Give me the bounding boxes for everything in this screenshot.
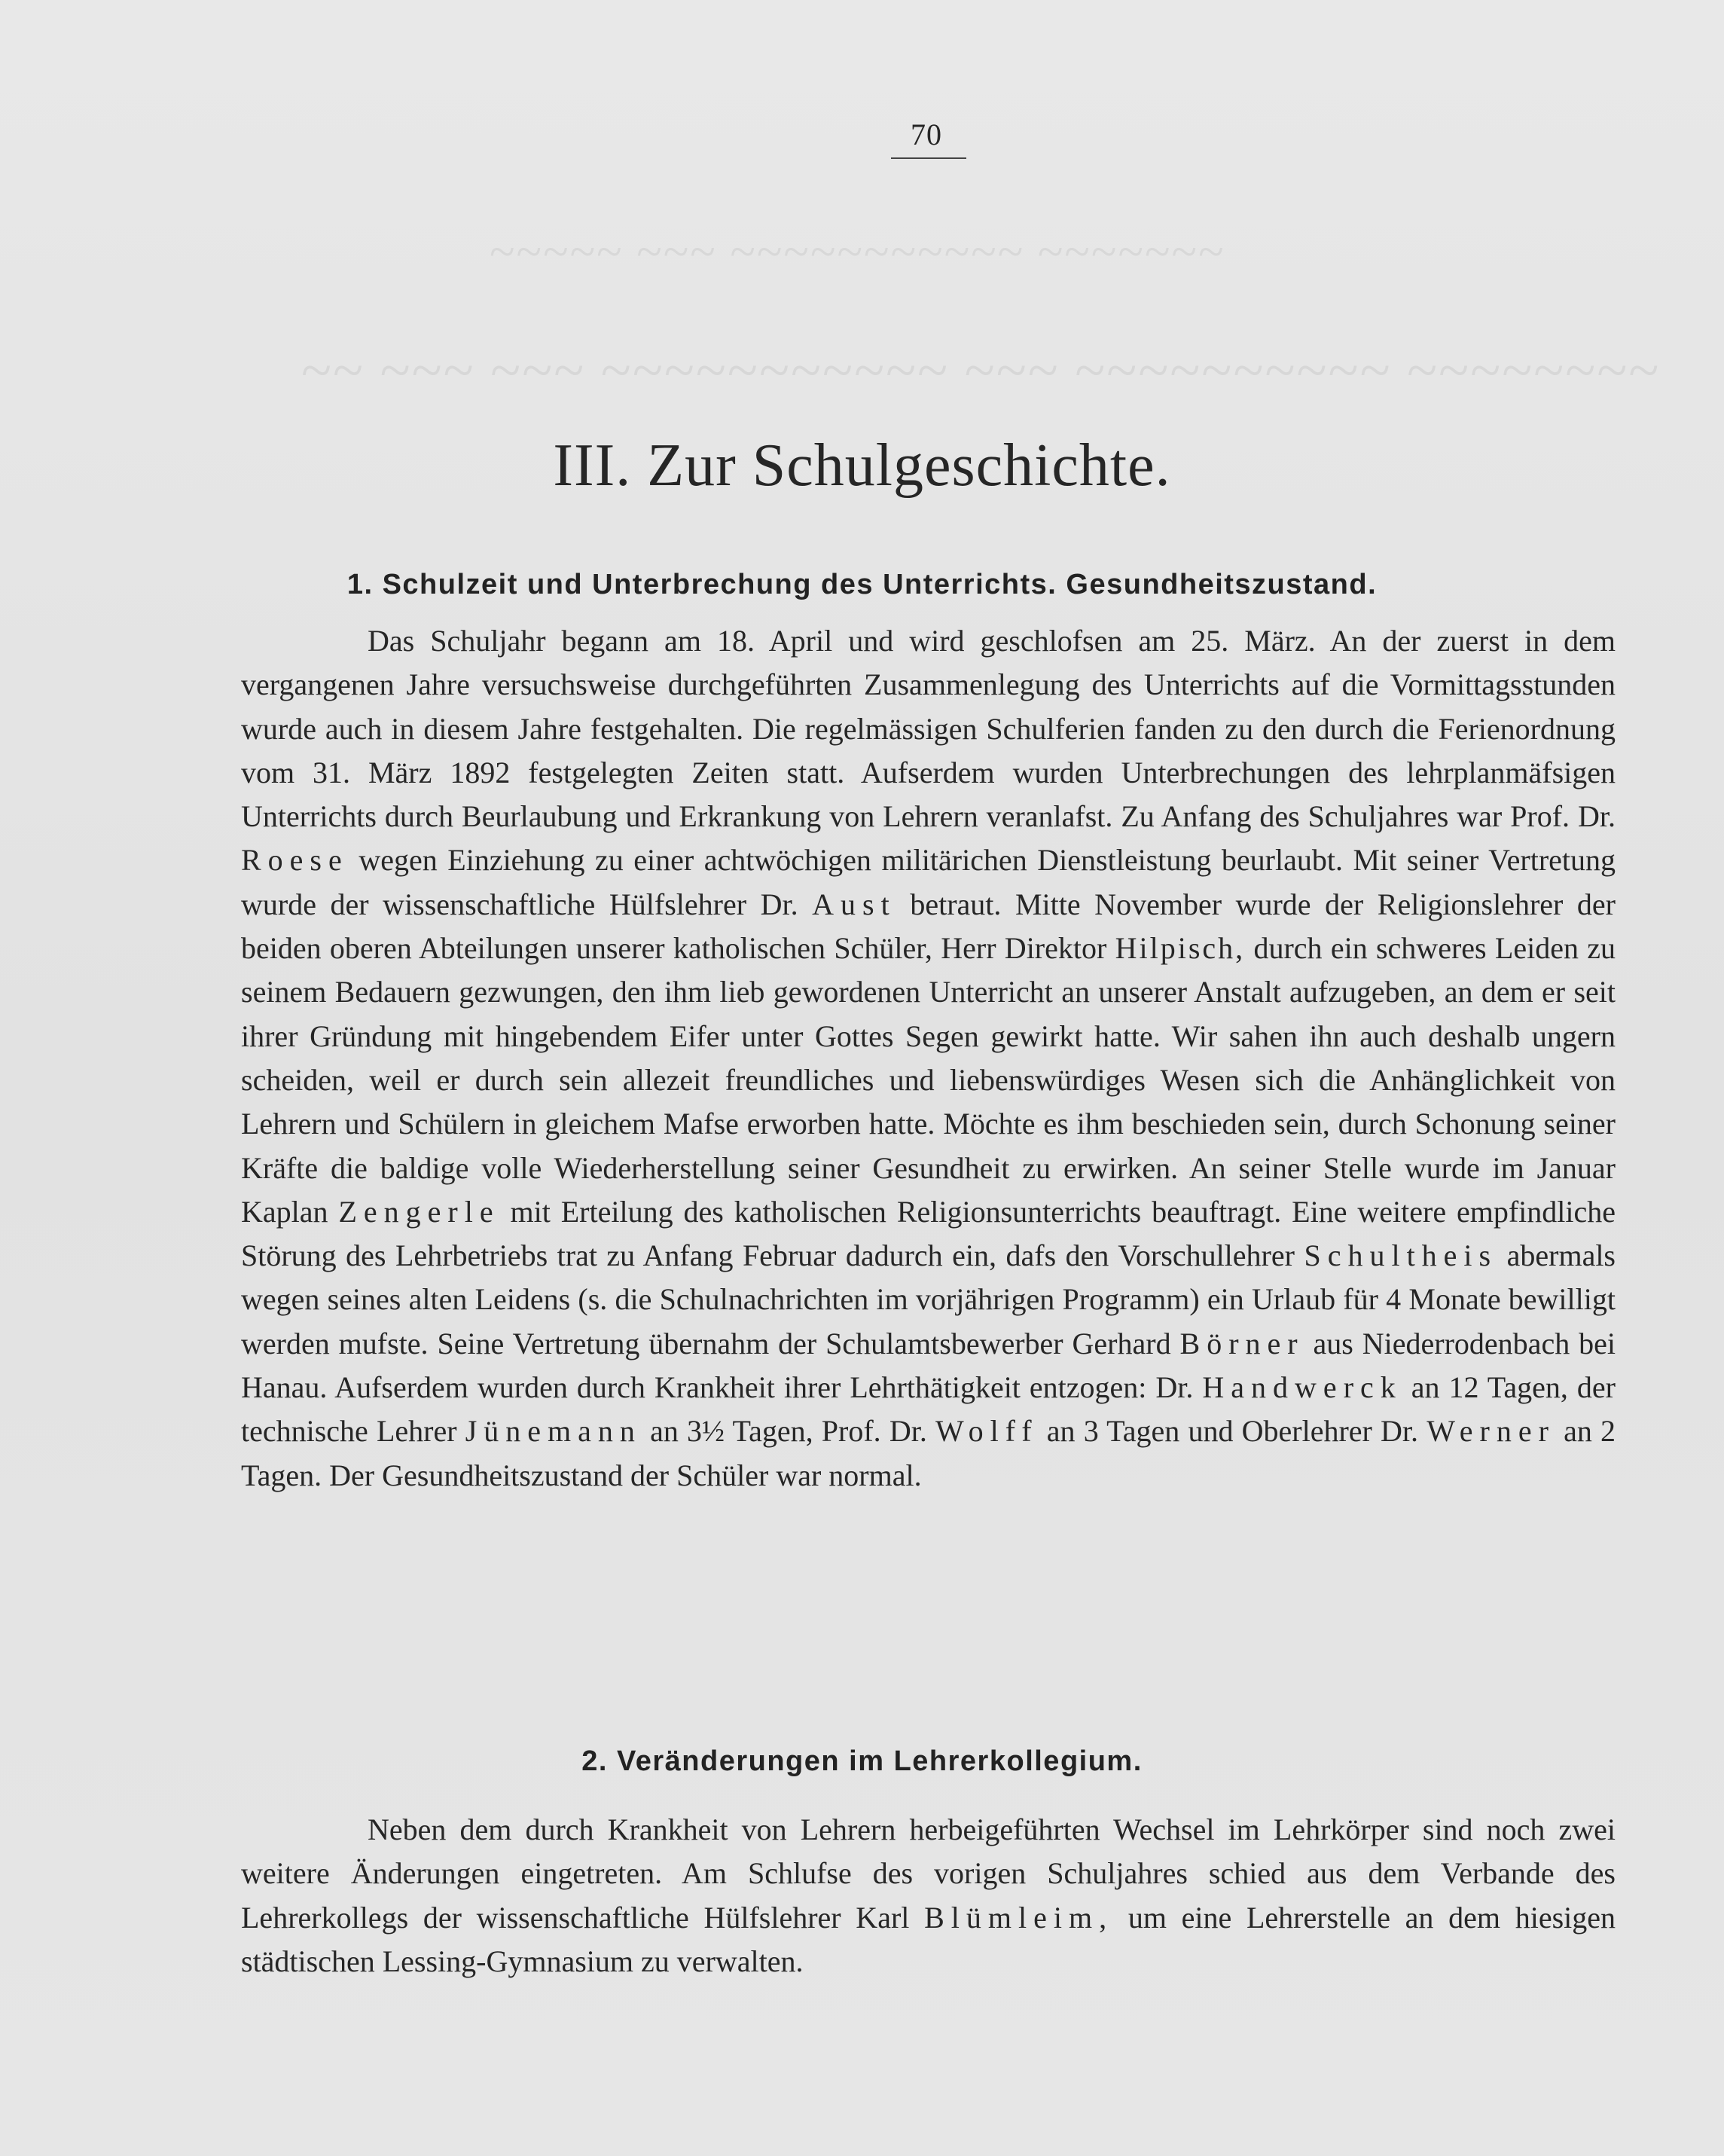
text-run: mit Erteilung des katholischen Religionsunterrichts beauftragt. Eine weitere empfindliche Störung des Lehrbetriebs trat zu Anfang Februar dadurch ein, dafs den Vorschullehrer (241, 1194, 1616, 1273)
person-name-juenemann: Jünemann (465, 1414, 642, 1449)
section-2-paragraph (241, 1808, 1616, 1983)
person-name-roese: Roese (241, 843, 349, 878)
person-name-zengerle: Zengerle (338, 1194, 500, 1229)
text-run: an 3 Tagen und Oberlehrer Dr. (1046, 1414, 1419, 1449)
text-run: durch ein schweres Leiden zu seinem Bedauern gezwungen, den ihm lieb gewordenen Unterricht an unserer Anstalt aufzugeben, an dem er seit ihrer Gründung mit hingebendem Eifer unter Gottes Segen gewirkt hatte. Wir sahen ihn auch deshalb ungern scheiden, weil er durch sein allezeit freundliches und liebenswürdiges Wesen sich die Anhänglichkeit von Lehrern und Schülern in gleichem Mafse erworben hatte. Möchte es ihm beschieden sein, durch Schonung seiner Kräfte die baldige volle Wiederherstellung seiner Gesundheit zu erwirken. An seiner Stelle wurde im Januar Kaplan (241, 931, 1616, 1229)
text-run: abermals wegen seines alten Leidens (s. die Schulnachrichten im vorjährigen Programm) ein Urlaub für 4 Monate bewilligt werden mufste. Seine Vertretung übernahm der Schulamtsbewerber Gerhard (241, 1238, 1616, 1360)
person-name-hilpisch: Hilpisch, (1115, 931, 1246, 966)
person-name-boerner: Börner (1179, 1326, 1304, 1360)
person-name-aust: Aust (812, 887, 896, 921)
section-1-paragraph (241, 619, 1616, 1498)
text-run: an 12 Tagen, der technische Lehrer (241, 1370, 1616, 1449)
text-run: wegen Einziehung zu einer achtwöchigen militärichen Dienstleistung beurlaubt. Mit seiner Vertretung wurde der wissenschaftliche Hülfslehrer Dr. (241, 843, 1616, 921)
text-run: um eine Lehrerstelle an dem hiesigen städtischen Lessing-Gymnasium zu verwalten. (241, 1900, 1616, 1978)
text-run: betraut. Mitte November wurde der Religionslehrer der beiden oberen Abteilungen unserer katholischen Schüler, Herr Direktor (241, 887, 1616, 966)
page-number-rule (891, 157, 966, 159)
section-heading-2: 2. Veränderungen im Lehrerkollegium. (581, 1745, 1143, 1777)
person-name-bluemleim: Blümleim, (924, 1900, 1114, 1935)
text-run: Das Schuljahr begann am 18. April und wird geschlofsen am 25. März. An der zuerst in dem vergangenen Jahre versuchsweise durchgeführten Zusammenlegung des Unterrichts auf die Vormittagsstunden wurde auch in diesem Jahre festgehalten. Die regelmässigen Schulferien fanden zu den durch die Ferienordnung vom 31. März 1892 festgelegten Zeiten statt. Aufserdem wurden Unterbrechungen des lehrplanmäfsigen Unterrichts durch Beurlaubung und Erkrankung von Lehrern veranlafst. Zu Anfang des Schuljahres war Prof. Dr. (241, 624, 1616, 834)
person-name-wolff: Wolff (935, 1414, 1039, 1449)
person-name-handwerck: Handwerck (1202, 1370, 1402, 1405)
section-heading-1: 1. Schulzeit und Unterbrechung des Unterrichts. Gesundheitszustand. (346, 569, 1378, 600)
text-run: an 2 Tagen. Der Gesundheitszustand der Schüler war normal. (241, 1414, 1616, 1492)
chapter-title: III. Zur Schulgeschichte. (553, 432, 1171, 499)
person-name-werner: Werner (1426, 1414, 1555, 1449)
text-run: an 3½ Tagen, Prof. Dr. (650, 1414, 927, 1449)
text-run: aus Niederrodenbach bei Hanau. Aufserdem wurden durch Krankheit ihrer Lehrthätigkeit entzogen: Dr. (241, 1326, 1616, 1405)
bleed-through-text-top: ~~~~~ ~~~ ~~~~~~~~~~~ ~~~~~~~ (490, 227, 1225, 278)
person-name-schultheis: Schultheis (1304, 1238, 1498, 1273)
text-run: Neben dem durch Krankheit von Lehrern herbeigeführten Wechsel im Lehrkörper sind noch zwei weitere Änderungen eingetreten. Am Schlufse des vorigen Schuljahres schied aus dem Verbande des Lehrerkollegs der wissenschaftliche Hülfslehrer Karl (241, 1812, 1616, 1935)
bleed-through-text-heading: ~~ ~~~ ~~~ ~~~~~~~~~~~ ~~~ ~~~~~~~~~~ ~~~~~~~~ (301, 340, 1661, 402)
page-number: 70 (911, 118, 942, 151)
